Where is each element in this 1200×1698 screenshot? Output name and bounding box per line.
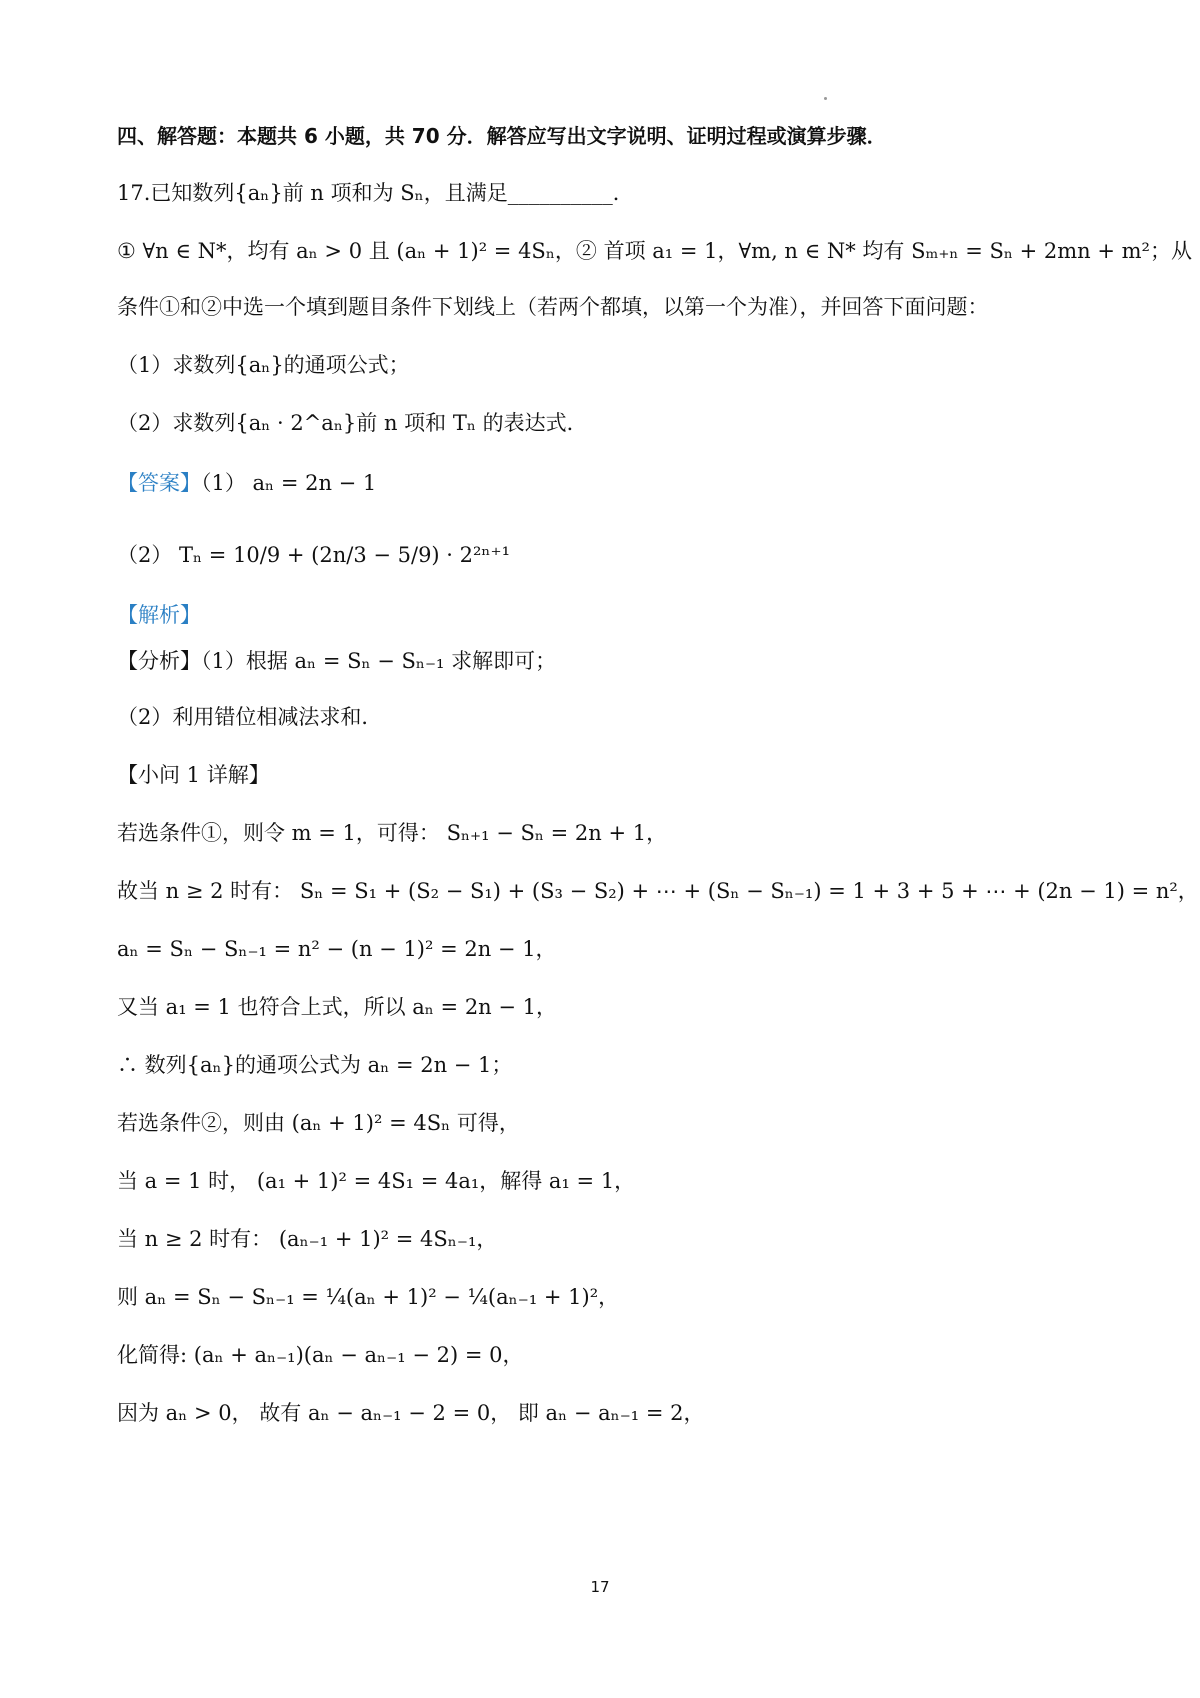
page-number: 17: [590, 1578, 610, 1596]
question-2: （2）求数列{aₙ · 2^aₙ}前 n 项和 Tₙ 的表达式．: [117, 411, 588, 435]
answer-1: （1） aₙ = 2n − 1: [201, 471, 377, 495]
solution-step: 当 a = 1 时， (a₁ + 1)² = 4S₁ = 4a₁，解得 a₁ = 1，: [117, 1169, 636, 1193]
analysis-fenxi-1: 【分析】（1）根据 aₙ = Sₙ − Sₙ₋₁ 求解即可；: [117, 649, 557, 673]
solution-step: 故当 n ≥ 2 时有： Sₙ = S₁ + (S₂ − S₁) + (S₃ − S₂) + ⋯ + (Sₙ − Sₙ₋₁) = 1 + 3 + 5 + ⋯ + (2n − 1) = n²，: [117, 879, 1199, 903]
solution-step: 若选条件①，则令 m = 1，可得： Sₙ₊₁ − Sₙ = 2n + 1，: [117, 821, 668, 845]
decorative-dot: [824, 97, 827, 100]
solution-step: 化简得: (aₙ + aₙ₋₁)(aₙ − aₙ₋₁ − 2) = 0，: [117, 1343, 524, 1367]
solution-step: 当 n ≥ 2 时有： (aₙ₋₁ + 1)² = 4Sₙ₋₁，: [117, 1227, 498, 1251]
solution-step: 因为 aₙ > 0， 故有 aₙ − aₙ₋₁ − 2 = 0， 即 aₙ − aₙ₋₁ = 2，: [117, 1401, 705, 1425]
answer-tag: 【答案】: [117, 471, 201, 495]
problem-statement: 17.已知数列{aₙ}前 n 项和为 Sₙ，且满足__________．: [117, 181, 634, 205]
solution-step: aₙ = Sₙ − Sₙ₋₁ = n² − (n − 1)² = 2n − 1，: [117, 937, 557, 961]
section-heading: 四、解答题：本题共 6 小题，共 70 分．解答应写出文字说明、证明过程或演算步骤．: [117, 124, 887, 148]
sub-question-heading: 【小问 1 详解】: [117, 763, 270, 787]
solution-step: 则 aₙ = Sₙ − Sₙ₋₁ = ¼(aₙ + 1)² − ¼(aₙ₋₁ + 1)²，: [117, 1285, 620, 1309]
analysis-fenxi-2: （2）利用错位相减法求和．: [117, 705, 383, 729]
answer-line-1: [117, 468, 1120, 498]
solution-step: 若选条件②，则由 (aₙ + 1)² = 4Sₙ 可得，: [117, 1111, 520, 1135]
solution-step: 又当 a₁ = 1 也符合上式，所以 aₙ = 2n − 1，: [117, 995, 558, 1019]
solution-step: ∴ 数列{aₙ}的通项公式为 aₙ = 2n − 1；: [117, 1053, 513, 1077]
question-1: （1）求数列{aₙ}的通项公式；: [117, 353, 410, 377]
problem-instruction: 条件①和②中选一个填到题目条件下划线上（若两个都填，以第一个为准），并回答下面问题：: [117, 295, 989, 319]
problem-conditions: ① ∀n ∈ N*，均有 aₙ > 0 且 (aₙ + 1)² = 4Sₙ，② 首项 a₁ = 1，∀m, n ∈ N* 均有 Sₘ₊ₙ = Sₙ + 2mn + m²；从: [117, 239, 1192, 263]
answer-2: （2） Tₙ = 10/9 + (2n/3 − 5/9) · 2²ⁿ⁺¹: [117, 543, 511, 567]
analysis-tag: 【解析】: [117, 603, 201, 627]
